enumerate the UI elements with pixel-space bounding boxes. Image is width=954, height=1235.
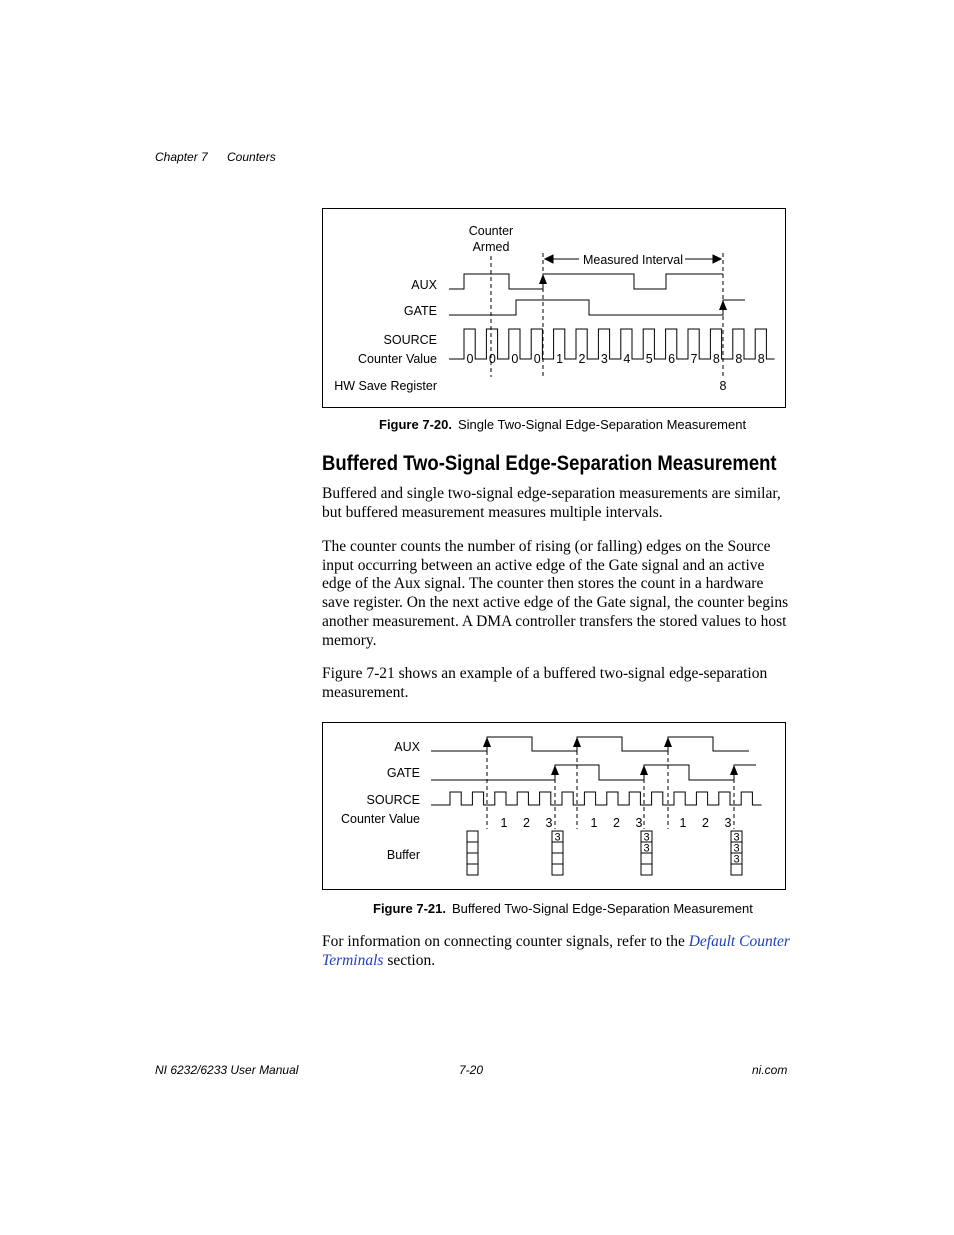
- footer-page: 7-20: [459, 1063, 484, 1077]
- buffer-value: 3: [733, 831, 740, 844]
- source-waveform: [449, 329, 775, 359]
- counter-value-13: 8: [757, 352, 765, 366]
- figure-7-20-caption: [379, 417, 746, 432]
- label-counter-armed-1: Counter: [468, 224, 514, 238]
- counter-value-5: 2: [578, 352, 586, 366]
- buffer-value: 3: [733, 842, 740, 855]
- buffer-cell: [731, 864, 742, 875]
- edge-arrows-2: [483, 737, 738, 775]
- counter-value-2-1: 2: [523, 816, 530, 830]
- buffer-cell: [552, 864, 563, 875]
- buffer-value: 3: [733, 853, 740, 866]
- figure-7-20-title: Single Two-Signal Edge-Separation Measurement: [457, 417, 747, 432]
- buffer-cell: [467, 864, 478, 875]
- counter-value-3: 0: [533, 352, 541, 366]
- figure-7-20-diagram: [323, 209, 787, 409]
- paragraph-4-text-before: For information on connecting counter signals, refer to the: [322, 933, 689, 950]
- paragraph-4-text-after: section.: [383, 951, 436, 969]
- label-counter-value-2: Counter Value: [341, 812, 420, 826]
- counter-value-2-6: 1: [679, 816, 687, 830]
- paragraph-3: Figure 7-21 shows an example of a buffered two-signal edge-separation measurement.: [322, 665, 768, 701]
- buffer-cell: [467, 842, 478, 853]
- label-measured-interval: Measured Interval: [582, 253, 684, 267]
- label-gate: GATE: [403, 304, 437, 318]
- header-chapter: Chapter 7: [155, 150, 208, 164]
- footer-site: ni.com: [752, 1063, 788, 1077]
- counter-value-2-3: 1: [590, 816, 598, 830]
- figure-7-21-title: Buffered Two-Signal Edge-Separation Measurement: [451, 901, 753, 916]
- label-gate-2: GATE: [386, 766, 420, 780]
- buffer-cell: [641, 853, 652, 864]
- counter-value-10: 7: [690, 352, 698, 366]
- paragraph-4: [322, 933, 792, 970]
- counter-value-6: 3: [600, 352, 608, 366]
- label-counter-armed-2: Armed: [472, 240, 510, 254]
- figure-7-21: [322, 722, 786, 890]
- gate-waveform: [449, 300, 745, 315]
- counter-value-2: 0: [511, 352, 519, 366]
- counter-value-2-2: 3: [545, 816, 553, 830]
- counter-value-2-7: 2: [702, 816, 709, 830]
- figure-7-21-caption: [373, 901, 753, 916]
- counter-value-12: 8: [735, 352, 743, 366]
- counter-value-4: 1: [556, 352, 564, 366]
- counter-value-2-5: 3: [635, 816, 643, 830]
- source-waveform-2: [431, 792, 762, 805]
- buffer-cell: [467, 853, 478, 864]
- counter-value-11: 8: [712, 352, 720, 366]
- buffer-cell: [467, 831, 478, 842]
- label-source-2: SOURCE: [366, 793, 420, 807]
- footer-manual: NI 6232/6233 User Manual: [155, 1063, 299, 1077]
- figure-7-20: [322, 208, 786, 408]
- buffer-cell: [552, 853, 563, 864]
- buffer-value: 3: [554, 831, 561, 844]
- buffer-cell: [552, 842, 563, 853]
- counter-value-2-8: 3: [724, 816, 732, 830]
- counter-value-2-4: 2: [613, 816, 620, 830]
- buffer-value: 3: [643, 831, 650, 844]
- counter-value-7: 4: [623, 352, 631, 366]
- label-buffer: Buffer: [386, 848, 420, 862]
- figure-7-21-diagram: [323, 723, 787, 891]
- buffer-cell: [641, 864, 652, 875]
- paragraph-1: Buffered and single two-signal edge-separation measurements are similar, but buffered measurement measures multiple intervals.: [322, 485, 781, 521]
- counter-value-0: 0: [466, 352, 474, 366]
- label-counter-value: Counter Value: [358, 352, 437, 366]
- counter-value-9: 6: [668, 352, 676, 366]
- buffer-value: 3: [643, 842, 650, 855]
- counter-value-1: 0: [488, 352, 496, 366]
- label-aux: AUX: [411, 278, 437, 292]
- paragraph-2: The counter counts the number of rising (or falling) edges on the Source input occurring between an active edge of the Gate signal and an active edge of the Aux signal. The counter then stores the count in a hardware save register. On the next active edge of the Gate signal, the counter begins another measurement. A DMA controller transfers the stored values to host memory.: [322, 538, 789, 649]
- label-hw-save-register: HW Save Register: [334, 379, 437, 393]
- figure-7-21-number: Figure 7-21.: [373, 901, 446, 916]
- counter-value-2-0: 1: [500, 816, 508, 830]
- label-source: SOURCE: [383, 333, 437, 347]
- label-aux-2: AUX: [394, 740, 420, 754]
- hw-save-value: 8: [719, 379, 727, 393]
- section-title: Buffered Two-Signal Edge-Separation Measurement: [322, 452, 777, 475]
- gate-waveform-2: [431, 765, 756, 780]
- figure-7-20-number: Figure 7-20.: [379, 417, 452, 432]
- header-section: Counters: [227, 150, 276, 164]
- default-counter-terminals-link[interactable]: Default Counter Terminals: [322, 933, 790, 969]
- counter-value-8: 5: [645, 352, 653, 366]
- aux-waveform: [449, 274, 723, 289]
- aux-waveform-2: [431, 737, 749, 751]
